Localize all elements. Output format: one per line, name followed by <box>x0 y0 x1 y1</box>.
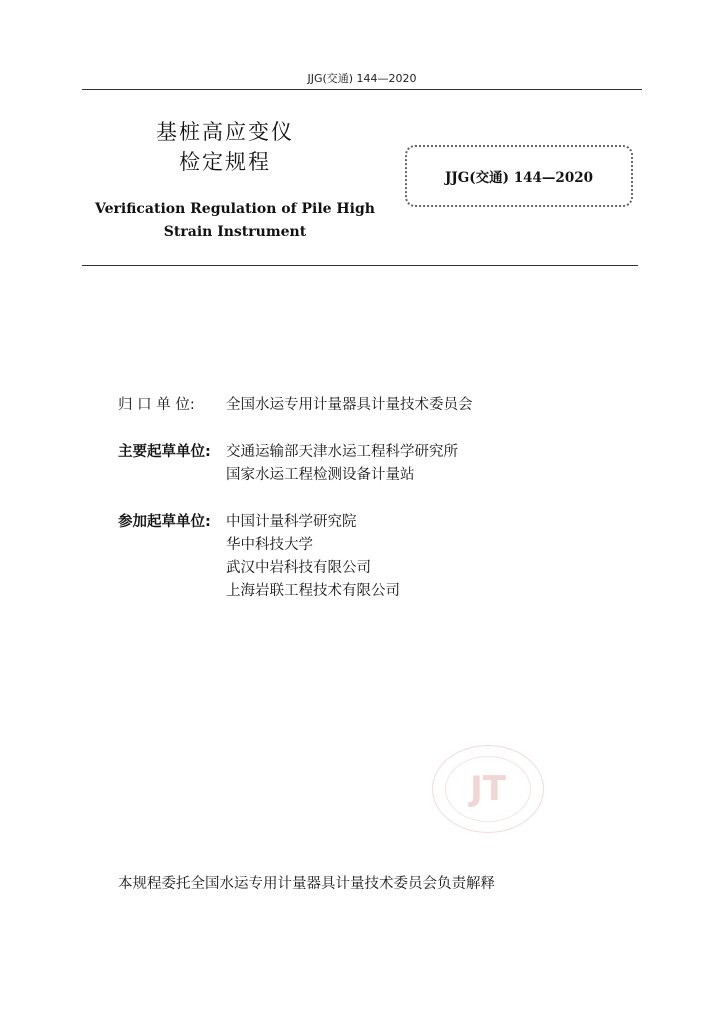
title-en-line1: Verification Regulation of Pile High <box>95 201 375 217</box>
org-value: 武汉中岩科技有限公司 <box>226 560 371 576</box>
org-main-values <box>226 441 458 487</box>
title-cn-line2: 检定规程 <box>179 150 271 174</box>
stamp-inner-ring <box>445 756 531 822</box>
org-responsible-label: 归 口 单 位: <box>118 397 195 413</box>
jt-watermark-stamp <box>432 745 544 833</box>
title-english <box>90 198 380 244</box>
org-main-label: 主要起草单位: <box>118 444 211 460</box>
title-cn-line1: 基桩高应变仪 <box>156 120 294 144</box>
standard-code-box <box>405 145 633 207</box>
org-value: 全国水运专用计量器具计量技术委员会 <box>226 397 473 413</box>
running-header: JJG(交通) 144—2020 <box>307 72 417 85</box>
org-value: 华中科技大学 <box>226 537 313 553</box>
org-value: 上海岩联工程技术有限公司 <box>226 583 400 599</box>
stamp-text: JT <box>470 769 506 809</box>
interpretation-note: 本规程委托全国水运专用计量器具计量技术委员会负责解释 <box>118 876 495 892</box>
org-value: 中国计量科学研究院 <box>226 514 357 530</box>
title-chinese <box>120 117 330 177</box>
title-rule <box>82 265 638 266</box>
org-participating-label: 参加起草单位: <box>118 514 211 530</box>
org-participating-values <box>226 511 400 603</box>
org-responsible-values <box>226 394 473 417</box>
standard-code: JJG(交通) 144—2020 <box>444 170 594 186</box>
title-en-line2: Strain Instrument <box>163 224 307 240</box>
header-rule <box>82 89 642 90</box>
org-value: 交通运输部天津水运工程科学研究所 <box>226 444 458 460</box>
org-value: 国家水运工程检测设备计量站 <box>226 467 415 483</box>
